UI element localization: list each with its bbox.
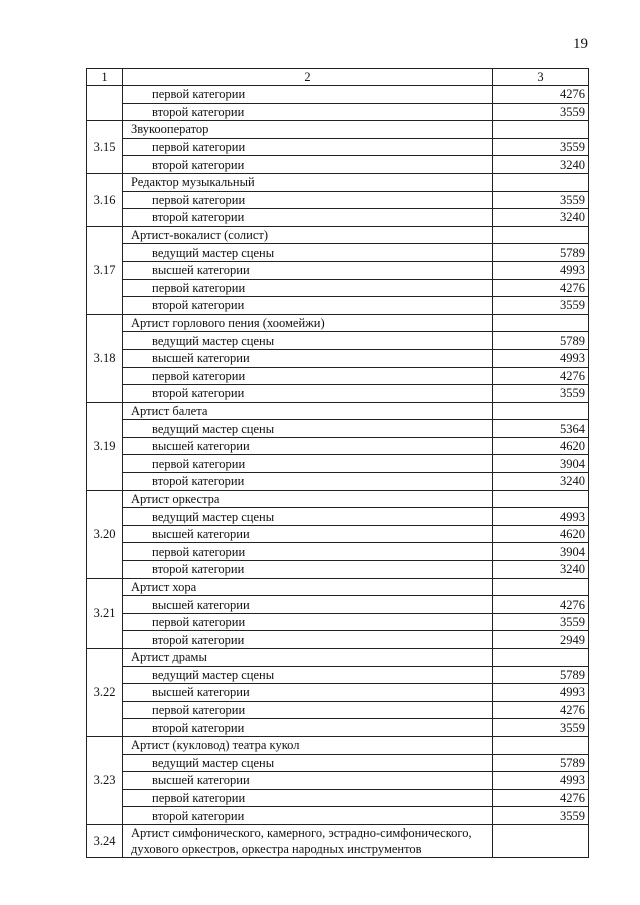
category-label: первой категории [123,86,493,104]
position-title: Редактор музыкальный [123,173,493,191]
position-title: Артист (кукловод) театра кукол [123,736,493,754]
salary-value: 4993 [493,261,589,279]
table-row [87,226,589,244]
item-number: 3.24 [87,824,123,857]
category-label: первой категории [123,367,493,385]
table-row [87,666,589,684]
category-label: высшей категории [123,261,493,279]
category-label: второй категории [123,631,493,649]
salary-value: 4276 [493,86,589,104]
position-title: Звукооператор [123,121,493,139]
category-label: высшей категории [123,437,493,455]
position-title: Артист балета [123,402,493,420]
table-row [87,490,589,508]
salary-value: 4276 [493,596,589,614]
salary-value: 3559 [493,807,589,825]
table-row [87,138,589,156]
salary-value-empty [493,578,589,596]
table-row [87,525,589,543]
category-label: первой категории [123,455,493,473]
category-label: второй категории [123,561,493,579]
salary-value: 3904 [493,543,589,561]
salary-table [86,68,589,858]
position-title: Артист-вокалист (солист) [123,226,493,244]
salary-value-empty [493,649,589,667]
category-label: первой категории [123,138,493,156]
salary-value: 3559 [493,719,589,737]
category-label: высшей категории [123,684,493,702]
category-label: первой категории [123,701,493,719]
item-number: 3.15 [87,121,123,174]
salary-value: 4276 [493,367,589,385]
salary-value: 3559 [493,103,589,121]
salary-value: 5789 [493,666,589,684]
position-title: Артист горлового пения (хоомейжи) [123,314,493,332]
table-row [87,173,589,191]
category-label: высшей категории [123,772,493,790]
category-label: высшей категории [123,596,493,614]
table-header-row [87,69,589,86]
position-title: Артист оркестра [123,490,493,508]
salary-value: 5789 [493,244,589,262]
item-number: 3.18 [87,314,123,402]
page-number: 19 [573,36,588,52]
category-label: ведущий мастер сцены [123,244,493,262]
table-row [87,349,589,367]
category-label: второй категории [123,209,493,227]
category-label: высшей категории [123,525,493,543]
table-body [87,69,589,858]
salary-value: 2949 [493,631,589,649]
salary-value [493,824,589,857]
category-label: ведущий мастер сцены [123,508,493,526]
table-row [87,261,589,279]
table-row [87,736,589,754]
salary-value: 4993 [493,508,589,526]
salary-value: 3240 [493,156,589,174]
category-label: второй категории [123,807,493,825]
table-row [87,297,589,315]
table-row [87,437,589,455]
salary-value: 4276 [493,701,589,719]
table-row [87,314,589,332]
table-row [87,332,589,350]
table-row [87,596,589,614]
category-label: второй категории [123,103,493,121]
position-title: Артист симфонического, камерного, эстрадно-симфонического, духового оркестров, оркестра народных инструментов [123,824,493,857]
salary-value: 3559 [493,613,589,631]
category-label: первой категории [123,613,493,631]
table-row [87,244,589,262]
category-label: первой категории [123,191,493,209]
salary-value: 5789 [493,754,589,772]
table-row [87,420,589,438]
item-number: 3.23 [87,736,123,824]
category-label: ведущий мастер сцены [123,420,493,438]
table-row [87,191,589,209]
table-row [87,613,589,631]
table-row [87,701,589,719]
table-row [87,86,589,104]
item-number: 3.16 [87,173,123,226]
item-number: 3.19 [87,402,123,490]
salary-value-empty [493,226,589,244]
salary-value: 4276 [493,789,589,807]
category-label: ведущий мастер сцены [123,666,493,684]
table-row [87,385,589,403]
salary-value-empty [493,173,589,191]
salary-value: 3240 [493,561,589,579]
table-row [87,402,589,420]
salary-value: 4620 [493,525,589,543]
salary-value: 3240 [493,473,589,491]
table-row [87,684,589,702]
salary-value: 3559 [493,191,589,209]
table-row [87,279,589,297]
salary-value: 4993 [493,772,589,790]
category-label: ведущий мастер сцены [123,332,493,350]
category-label: второй категории [123,385,493,403]
salary-value: 3559 [493,385,589,403]
category-label: первой категории [123,543,493,561]
table-row [87,561,589,579]
category-label: второй категории [123,719,493,737]
item-number: 3.17 [87,226,123,314]
salary-value: 4620 [493,437,589,455]
salary-value: 3559 [493,138,589,156]
table-row [87,209,589,227]
header-col-1: 1 [87,69,123,86]
category-label: ведущий мастер сцены [123,754,493,772]
salary-value: 3559 [493,297,589,315]
table-row [87,103,589,121]
table-row [87,649,589,667]
category-label: второй категории [123,156,493,174]
salary-value: 5364 [493,420,589,438]
table-row [87,473,589,491]
category-label: второй категории [123,473,493,491]
salary-value: 4993 [493,349,589,367]
salary-value-empty [493,314,589,332]
table-row [87,807,589,825]
table-row [87,578,589,596]
salary-value: 4993 [493,684,589,702]
table-row [87,455,589,473]
table-row [87,719,589,737]
position-title: Артист хора [123,578,493,596]
table-row [87,789,589,807]
salary-value-empty [493,121,589,139]
table-row [87,772,589,790]
position-title: Артист драмы [123,649,493,667]
category-label: первой категории [123,789,493,807]
category-label: высшей категории [123,349,493,367]
table-row [87,824,589,857]
item-number: 3.20 [87,490,123,578]
table-row [87,508,589,526]
item-number: 3.21 [87,578,123,648]
item-number: 3.22 [87,649,123,737]
salary-value: 3240 [493,209,589,227]
table-row [87,367,589,385]
salary-value: 4276 [493,279,589,297]
header-col-3: 3 [493,69,589,86]
salary-value: 5789 [493,332,589,350]
item-number-cell [87,86,123,121]
table-row [87,121,589,139]
salary-value-empty [493,736,589,754]
salary-value-empty [493,402,589,420]
category-label: первой категории [123,279,493,297]
salary-value: 3904 [493,455,589,473]
header-col-2: 2 [123,69,493,86]
table-row [87,754,589,772]
salary-value-empty [493,490,589,508]
category-label: второй категории [123,297,493,315]
table-row [87,156,589,174]
table-row [87,631,589,649]
table-row [87,543,589,561]
